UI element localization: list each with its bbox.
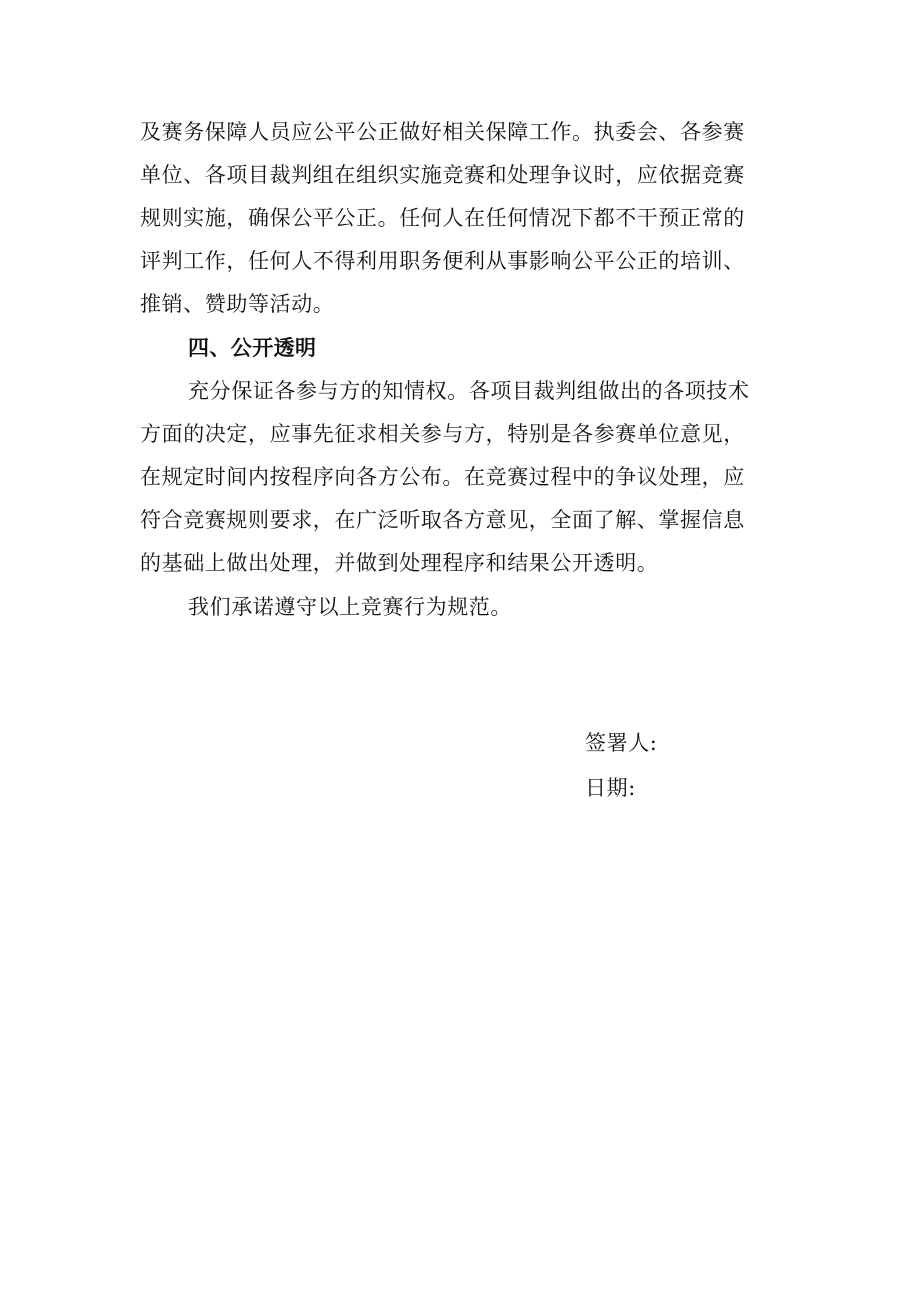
paragraph-line: 单位、各项目裁判组在组织实施竞赛和处理争议时，应依据竞赛 xyxy=(140,163,745,187)
commitment-statement: 我们承诺遵守以上竞赛行为规范。 xyxy=(188,595,512,619)
paragraph-line: 推销、赞助等活动。 xyxy=(140,292,335,316)
paragraph-line: 及赛务保障人员应公平公正做好相关保障工作。执委会、各参赛 xyxy=(140,120,745,144)
section-heading: 四、公开透明 xyxy=(188,336,317,360)
paragraph-line: 评判工作，任何人不得利用职务便利从事影响公平公正的培训、 xyxy=(140,249,745,273)
signer-label: 签署人: xyxy=(585,731,658,755)
paragraph-line: 的基础上做出处理，并做到处理程序和结果公开透明。 xyxy=(140,551,659,575)
paragraph-line: 在规定时间内按程序向各方公布。在竞赛过程中的争议处理，应 xyxy=(140,465,745,489)
paragraph-line: 规则实施，确保公平公正。任何人在任何情况下都不干预正常的 xyxy=(140,206,745,230)
paragraph-line: 方面的决定，应事先征求相关参与方，特别是各参赛单位意见， xyxy=(140,422,745,446)
paragraph-line: 充分保证各参与方的知情权。各项目裁判组做出的各项技术 xyxy=(188,379,750,403)
paragraph-line: 符合竞赛规则要求，在广泛听取各方意见，全面了解、掌握信息 xyxy=(140,508,745,532)
date-label: 日期: xyxy=(585,776,636,800)
